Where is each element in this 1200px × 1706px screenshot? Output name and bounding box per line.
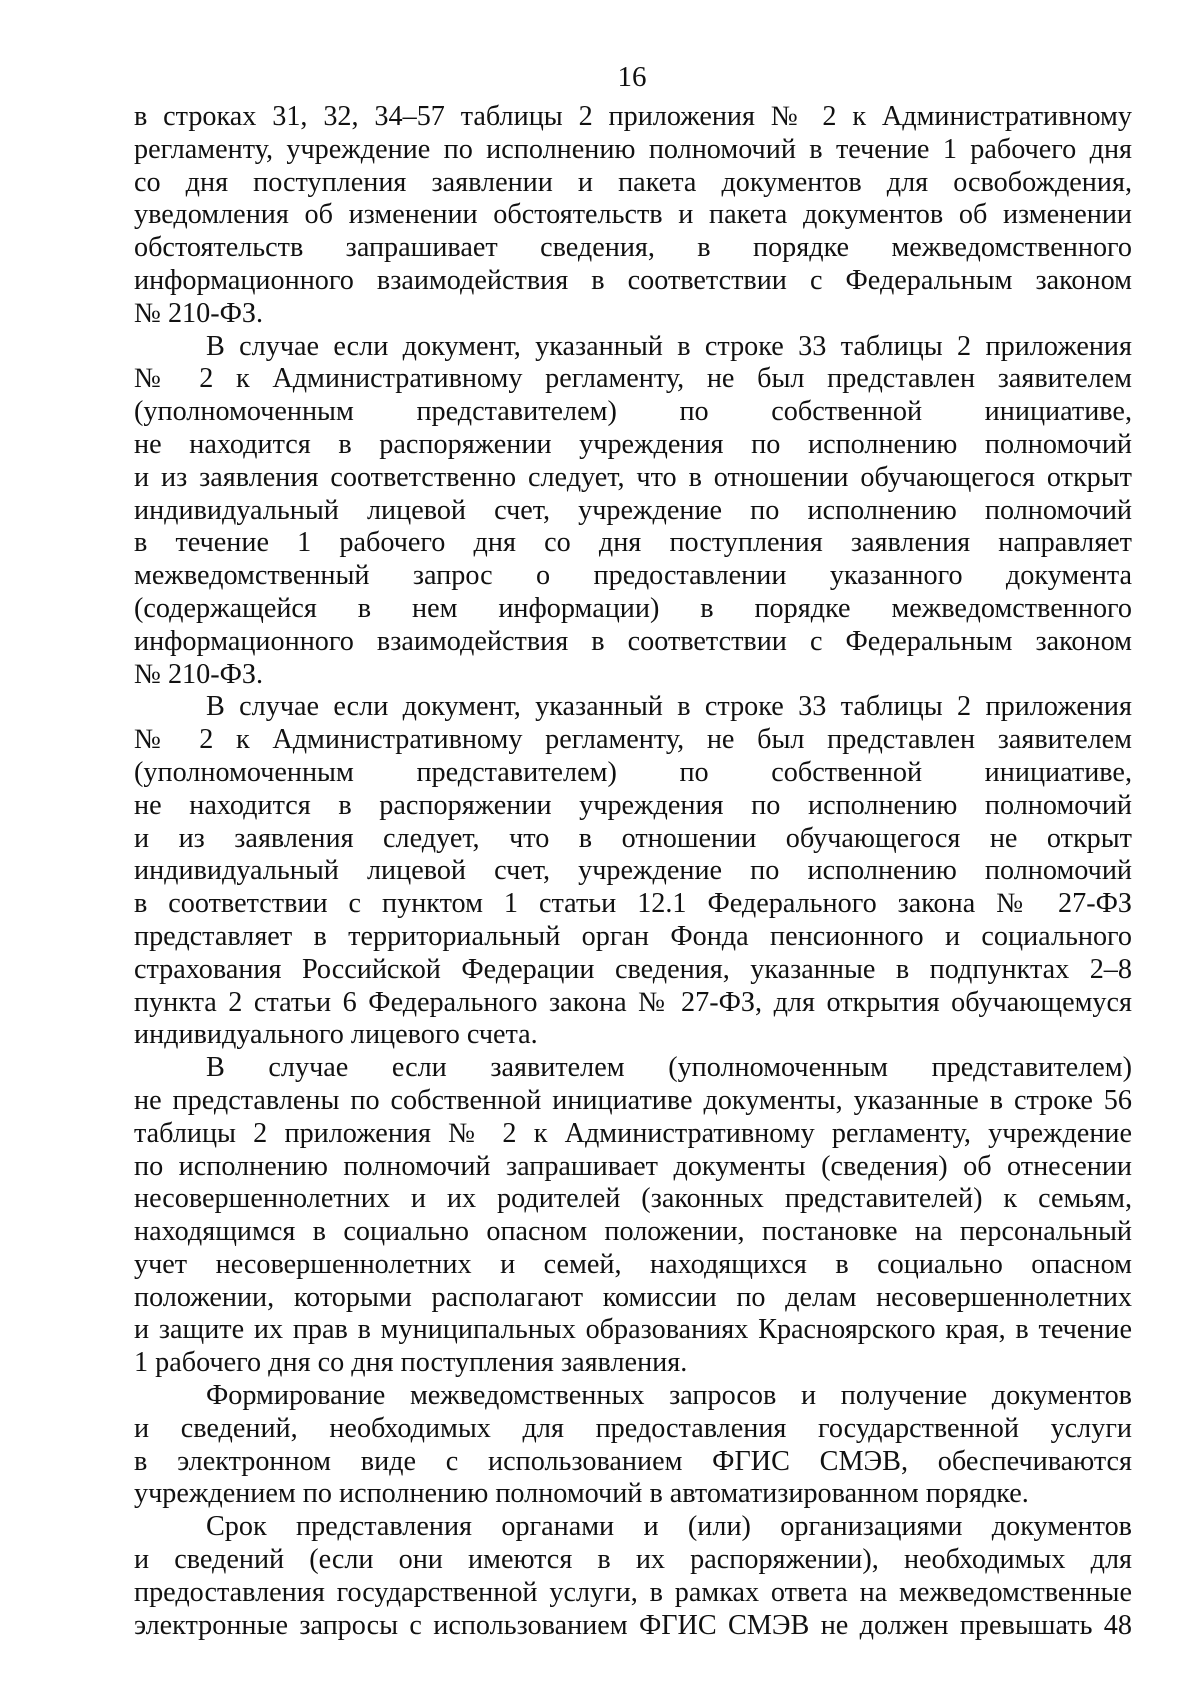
text-line: в течение 1 рабочего дня со дня поступления заявления направляет (134, 527, 1132, 559)
text-line: электронные запросы с использованием ФГИС СМЭВ не должен превышать 48 (134, 1609, 1132, 1641)
text-line: находящимся в социально опасном положении, постановке на персональный (134, 1216, 1132, 1248)
text-line: предоставления государственной услуги, в рамках ответа на межведомственные (134, 1576, 1132, 1608)
page-number: 16 (617, 61, 647, 93)
text-line: индивидуальный лицевой счет, учреждение по исполнению полномочий (134, 494, 1132, 526)
text-line: положении, которыми располагают комиссии по делам несовершеннолетних (134, 1281, 1132, 1313)
text-line: индивидуальный лицевой счет, учреждение по исполнению полномочий (134, 855, 1132, 887)
text-line: В случае если документ, указанный в строке 33 таблицы 2 приложения (206, 691, 1132, 723)
text-line: регламенту, учреждение по исполнению полномочий в течение 1 рабочего дня (134, 133, 1132, 165)
text-line: В случае если заявителем (уполномоченным представителем) (206, 1052, 1132, 1084)
text-line: и сведений, необходимых для предоставления государственной услуги (134, 1412, 1132, 1444)
text-line: в строках 31, 32, 34–57 таблицы 2 приложения № 2 к Административному (134, 101, 1132, 132)
text-line: по исполнению полномочий запрашивает документы (сведения) об отнесении (134, 1150, 1132, 1182)
text-line: уведомления об изменении обстоятельств и пакета документов об изменении (134, 199, 1132, 231)
text-line: № 210-ФЗ. (134, 658, 264, 690)
text-line: межведомственный запрос о предоставлении указанного документа (134, 560, 1132, 592)
text-line: и из заявления соответственно следует, что в отношении обучающегося открыт (134, 461, 1132, 493)
text-line: информационного взаимодействия в соответствии с Федеральным законом (134, 625, 1132, 657)
text-line: не находится в распоряжении учреждения по исполнению полномочий (134, 789, 1132, 821)
text-line: (уполномоченным представителем) по собственной инициативе, (134, 396, 1132, 428)
paragraph (134, 1511, 1132, 1642)
text-line: не находится в распоряжении учреждения по исполнению полномочий (134, 428, 1132, 460)
text-line: таблицы 2 приложения № 2 к Административному регламенту, учреждение (134, 1117, 1132, 1149)
paragraph (134, 1052, 1132, 1380)
text-line: страхования Российской Федерации сведения, указанные в подпунктах 2–8 (134, 953, 1132, 985)
text-line: представляет в территориальный орган Фонда пенсионного и социального (134, 920, 1132, 952)
text-line: 1 рабочего дня со дня поступления заявления. (134, 1347, 688, 1379)
text-line: и из заявления следует, что в отношении обучающегося не открыт (134, 822, 1132, 854)
text-line: обстоятельств запрашивает сведения, в порядке межведомственного (134, 232, 1132, 264)
text-line: в соответствии с пунктом 1 статьи 12.1 Федерального закона № 27-ФЗ (134, 888, 1132, 920)
paragraph (134, 691, 1132, 1052)
document-body (134, 101, 1132, 1642)
text-line: пункта 2 статьи 6 Федерального закона № 27-ФЗ, для открытия обучающемуся (134, 986, 1132, 1018)
text-line: учреждением по исполнению полномочий в автоматизированном порядке. (134, 1478, 1029, 1510)
text-line: информационного взаимодействия в соответствии с Федеральным законом (134, 264, 1132, 296)
text-line: Срок представления органами и (или) организациями документов (206, 1511, 1132, 1543)
text-line: (содержащейся в нем информации) в порядке межведомственного (134, 592, 1132, 624)
text-line: учет несовершеннолетних и семей, находящихся в социально опасном (134, 1248, 1132, 1280)
text-line: и сведений (если они имеются в их распоряжении), необходимых для (134, 1544, 1132, 1576)
text-line: и защите их прав в муниципальных образованиях Красноярского края, в течение (134, 1314, 1132, 1346)
text-line: со дня поступления заявлении и пакета документов для освобождения, (134, 166, 1132, 198)
text-line: Формирование межведомственных запросов и получение документов (206, 1380, 1132, 1412)
paragraph (134, 101, 1132, 331)
paragraph (134, 331, 1132, 692)
text-line: несовершеннолетних и их родителей (законных представителей) к семьям, (134, 1183, 1132, 1215)
text-line: (уполномоченным представителем) по собственной инициативе, (134, 756, 1132, 788)
text-line: не представлены по собственной инициативе документы, указанные в строке 56 (134, 1084, 1132, 1116)
paragraph (134, 1380, 1132, 1511)
text-line: № 210-ФЗ. (134, 297, 264, 329)
text-line: № 2 к Административному регламенту, не был представлен заявителем (134, 363, 1132, 395)
text-line: № 2 к Административному регламенту, не был представлен заявителем (134, 724, 1132, 756)
text-line: индивидуального лицевого счета. (134, 1019, 538, 1051)
text-line: в электронном виде с использованием ФГИС СМЭВ, обеспечиваются (134, 1445, 1132, 1477)
text-line: В случае если документ, указанный в строке 33 таблицы 2 приложения (206, 330, 1132, 362)
